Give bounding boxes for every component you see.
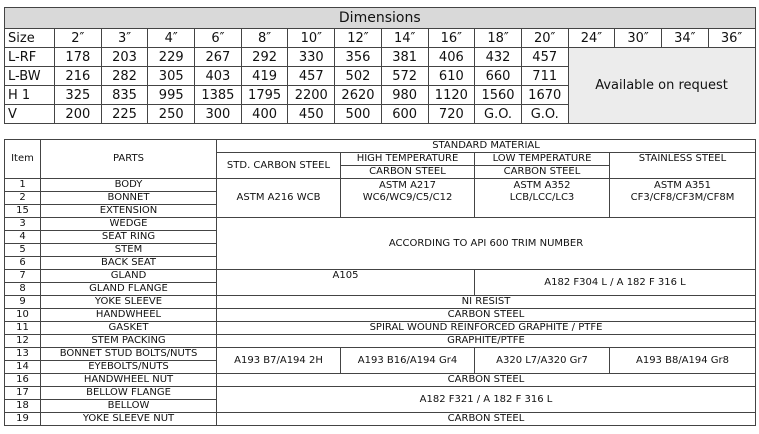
bolts-high-temp: A193 B16/A194 Gr4 <box>341 348 475 374</box>
part-name: BACK SEAT <box>41 257 217 270</box>
item-no: 6 <box>5 257 41 270</box>
dim-cell: 572 <box>381 67 428 86</box>
dim-cell: 2200 <box>288 86 335 105</box>
item-header: Item <box>5 140 41 179</box>
item-no: 12 <box>5 335 41 348</box>
dim-cell: 381 <box>381 48 428 67</box>
size-cell: 8″ <box>241 29 288 48</box>
dim-cell: 225 <box>101 105 148 124</box>
size-cell: 16″ <box>428 29 475 48</box>
standard-material-header: STANDARD MATERIAL <box>217 140 756 153</box>
body-high-temp-line2: WC6/WC9/C5/C12 <box>341 192 475 218</box>
size-cell: 10″ <box>288 29 335 48</box>
size-cell: 3″ <box>101 29 148 48</box>
dim-cell: 835 <box>101 86 148 105</box>
dim-cell: 200 <box>55 105 102 124</box>
item-no: 9 <box>5 296 41 309</box>
item-no: 3 <box>5 218 41 231</box>
size-cell: 36″ <box>708 29 755 48</box>
trim-material: ACCORDING TO API 600 TRIM NUMBER <box>217 218 756 270</box>
part-name: SEAT RING <box>41 231 217 244</box>
dim-cell: G.O. <box>521 105 568 124</box>
part-name: STEM PACKING <box>41 335 217 348</box>
row-label: L-BW <box>5 67 55 86</box>
row-label: H 1 <box>5 86 55 105</box>
item-no: 1 <box>5 179 41 192</box>
dim-cell: 419 <box>241 67 288 86</box>
body-low-temp-line2: LCB/LCC/LC3 <box>475 192 610 218</box>
part-name: BELLOW FLANGE <box>41 387 217 400</box>
size-cell: 4″ <box>148 29 195 48</box>
dim-cell: 995 <box>148 86 195 105</box>
gasket-material: SPIRAL WOUND REINFORCED GRAPHITE / PTFE <box>217 322 756 335</box>
item-no: 13 <box>5 348 41 361</box>
dim-cell: 403 <box>195 67 242 86</box>
item-no: 15 <box>5 205 41 218</box>
size-cell: 2″ <box>55 29 102 48</box>
dim-cell: 1795 <box>241 86 288 105</box>
dim-cell: 325 <box>55 86 102 105</box>
bolts-low-temp: A320 L7/A320 Gr7 <box>475 348 610 374</box>
part-name: EYEBOLTS/NUTS <box>41 361 217 374</box>
size-row <box>5 29 756 48</box>
dim-cell: 203 <box>101 48 148 67</box>
size-cell: 20″ <box>521 29 568 48</box>
dim-cell: 457 <box>288 67 335 86</box>
low-temp-header-line2: CARBON STEEL <box>475 166 610 179</box>
materials-table <box>4 139 756 426</box>
item-no: 17 <box>5 387 41 400</box>
item-no: 14 <box>5 361 41 374</box>
body-low-temp-line1: ASTM A352 <box>475 179 610 192</box>
gland-carbon: A105 <box>217 270 475 296</box>
dim-cell: 600 <box>381 105 428 124</box>
dim-cell: 300 <box>195 105 242 124</box>
item-no: 16 <box>5 374 41 387</box>
high-temp-header-line1: HIGH TEMPERATURE <box>341 153 475 166</box>
dim-cell: 282 <box>101 67 148 86</box>
dim-cell: 2620 <box>335 86 382 105</box>
handwheel-nut-material: CARBON STEEL <box>217 374 756 387</box>
dim-cell: 229 <box>148 48 195 67</box>
size-cell: 24″ <box>568 29 615 48</box>
part-name: BONNET <box>41 192 217 205</box>
body-high-temp-line1: ASTM A217 <box>341 179 475 192</box>
dim-cell: 980 <box>381 86 428 105</box>
size-cell: 6″ <box>195 29 242 48</box>
item-no: 8 <box>5 283 41 296</box>
dim-cell: 500 <box>335 105 382 124</box>
size-cell: 30″ <box>615 29 662 48</box>
dim-cell: 450 <box>288 105 335 124</box>
yoke-sleeve-nut-material: CARBON STEEL <box>217 413 756 426</box>
item-no: 10 <box>5 309 41 322</box>
size-label: Size <box>5 29 55 48</box>
dim-cell: 406 <box>428 48 475 67</box>
yoke-sleeve-material: NI RESIST <box>217 296 756 309</box>
part-name: GASKET <box>41 322 217 335</box>
dim-cell: 400 <box>241 105 288 124</box>
dim-cell: 432 <box>475 48 522 67</box>
part-name: BELLOW <box>41 400 217 413</box>
stainless-header: STAINLESS STEEL <box>610 153 756 179</box>
part-name: WEDGE <box>41 218 217 231</box>
dim-cell: 1670 <box>521 86 568 105</box>
size-cell: 18″ <box>475 29 522 48</box>
item-no: 2 <box>5 192 41 205</box>
item-no: 11 <box>5 322 41 335</box>
dim-cell: 1560 <box>475 86 522 105</box>
item-no: 7 <box>5 270 41 283</box>
dim-cell: 216 <box>55 67 102 86</box>
parts-header: PARTS <box>41 140 217 179</box>
dim-cell: 1120 <box>428 86 475 105</box>
size-cell: 14″ <box>381 29 428 48</box>
part-name: BONNET STUD BOLTS/NUTS <box>41 348 217 361</box>
part-name: EXTENSION <box>41 205 217 218</box>
dim-cell: 660 <box>475 67 522 86</box>
size-cell: 34″ <box>661 29 708 48</box>
size-cell: 12″ <box>335 29 382 48</box>
high-temp-header-line2: CARBON STEEL <box>341 166 475 179</box>
packing-material: GRAPHITE/PTFE <box>217 335 756 348</box>
part-name: YOKE SLEEVE NUT <box>41 413 217 426</box>
dimensions-table <box>4 7 756 124</box>
body-stainless-line1: ASTM A351 <box>610 179 756 192</box>
dim-cell: 292 <box>241 48 288 67</box>
low-temp-header-line1: LOW TEMPERATURE <box>475 153 610 166</box>
row-label: L-RF <box>5 48 55 67</box>
body-stainless-line2: CF3/CF8/CF3M/CF8M <box>610 192 756 218</box>
handwheel-material: CARBON STEEL <box>217 309 756 322</box>
available-on-request: Available on request <box>568 48 755 124</box>
part-name: YOKE SLEEVE <box>41 296 217 309</box>
dim-cell: G.O. <box>475 105 522 124</box>
bolts-std-carbon: A193 B7/A194 2H <box>217 348 341 374</box>
dim-cell: 250 <box>148 105 195 124</box>
dim-cell: 502 <box>335 67 382 86</box>
part-name: STEM <box>41 244 217 257</box>
std-carbon-header: STD. CARBON STEEL <box>217 153 341 179</box>
dim-cell: 267 <box>195 48 242 67</box>
dim-cell: 711 <box>521 67 568 86</box>
row-label: V <box>5 105 55 124</box>
gland-other: A182 F304 L / A 182 F 316 L <box>475 270 756 296</box>
dim-cell: 457 <box>521 48 568 67</box>
dim-cell: 720 <box>428 105 475 124</box>
item-no: 4 <box>5 231 41 244</box>
part-name: HANDWHEEL NUT <box>41 374 217 387</box>
bolts-stainless: A193 B8/A194 Gr8 <box>610 348 756 374</box>
part-name: GLAND FLANGE <box>41 283 217 296</box>
bellow-material: A182 F321 / A 182 F 316 L <box>217 387 756 413</box>
part-name: HANDWHEEL <box>41 309 217 322</box>
dim-cell: 610 <box>428 67 475 86</box>
part-name: BODY <box>41 179 217 192</box>
dim-cell: 330 <box>288 48 335 67</box>
dim-cell: 305 <box>148 67 195 86</box>
lrf-row <box>5 48 756 67</box>
dim-cell: 178 <box>55 48 102 67</box>
item-no: 5 <box>5 244 41 257</box>
dimensions-title: Dimensions <box>5 8 756 29</box>
dim-cell: 356 <box>335 48 382 67</box>
part-name: GLAND <box>41 270 217 283</box>
body-std-carbon: ASTM A216 WCB <box>217 179 341 218</box>
item-no: 18 <box>5 400 41 413</box>
dim-cell: 1385 <box>195 86 242 105</box>
item-no: 19 <box>5 413 41 426</box>
